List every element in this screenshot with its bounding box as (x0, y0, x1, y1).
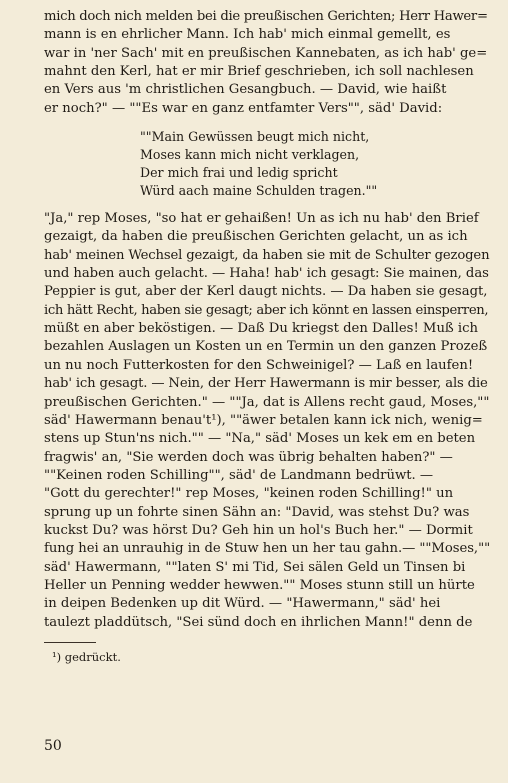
text-line: säd' Hawermann, ""laten S' mi Tid, Sei sälen Geld un Tinsen bi (44, 559, 466, 575)
text-line: kuckst Du? was hörst Du? Geh hin un hol's Buch her." — Dormit (44, 522, 473, 538)
text-line: en Vers aus 'm christlichen Gesangbuch. — David, wie haißt (44, 82, 447, 98)
footnote: ¹) gedrückt. (52, 649, 121, 664)
text-line: mahnt den Kerl, hat er mir Brief geschrieben, ich soll nachlesen (44, 64, 474, 80)
text-line: mich doch nich melden bei die preußischen Gerichten; Herr Hawer= (44, 9, 488, 24)
verse-line: Würd aach maine Schulden tragen."" (140, 183, 378, 199)
text-line: taulezt pladdütsch, "Sei sünd doch en ihrlichen Mann!" denn de (44, 614, 473, 630)
text-line: stens up Stun'ns nich."" — "Na," säd' Moses un kek em en beten (44, 431, 476, 447)
text-line: gezaigt, da haben die preußischen Gerichten gelacht, un as ich (44, 229, 468, 245)
verse-line: Der mich frai und ledig spricht (140, 165, 338, 181)
text-line: hab' meinen Wechsel gezaigt, da haben sie mit de Schulter gezogen (44, 247, 490, 263)
verse-line: ""Main Gewüssen beugt mich nicht, (140, 129, 370, 145)
text-line: "Ja," rep Moses, "so hat er gehaißen! Un as ich nu hab' den Brief (44, 211, 479, 227)
text-line: bezahlen Auslagen un Kosten un en Termin un den ganzen Prozeß (44, 339, 488, 355)
text-line: un nu noch Futterkosten for den Schweinigel? — Laß en laufen! (44, 357, 474, 373)
text-line: preußischen Gerichten." — ""Ja, dat is Allens recht gaud, Moses,"" (44, 394, 490, 410)
paragraph-1 (44, 8, 490, 118)
text-line: fragwis' an, "Sie werden doch was übrig behalten haben?" — (44, 449, 453, 465)
text-line: Heller un Penning wedder hewwen."" Moses stunn still un hürte (44, 577, 475, 593)
text-line: säd' Hawermann benau't¹), ""äwer betalen kann ick nich, wenig= (44, 412, 483, 428)
text-line: fung hei an unrauhig in de Stuw hen un her tau gahn.— ""Moses,"" (44, 541, 490, 557)
footnote-divider (44, 642, 96, 643)
text-line: er noch?" — ""Es war en ganz entfamter Vers"", säd' David: (44, 100, 443, 116)
verse-quote (140, 128, 490, 200)
text-line: mann is en ehrlicher Mann. Ich hab' mich einmal gemellt, es (44, 27, 451, 43)
text-line: ich hätt Recht, haben sie gesagt; aber ich könnt en lassen einsperren, (44, 302, 489, 318)
text-line: war in 'ner Sach' mit en preußischen Kannebaten, as ich hab' ge= (44, 45, 488, 61)
text-line: in deipen Bedenken up dit Würd. — "Hawermann," säd' hei (44, 596, 441, 612)
text-line: müßt en aber beköstigen. — Daß Du kriegst den Dalles! Muß ich (44, 321, 479, 337)
text-line: und haben auch gelacht. — Haha! hab' ich gesagt: Sie mainen, das (44, 266, 489, 282)
text-line: Peppier is gut, aber der Kerl daugt nichts. — Da haben sie gesagt, (44, 284, 488, 300)
paragraph-2 (44, 210, 490, 632)
text-line: ""Keinen roden Schilling"", säd' de Landmann bedrüwt. — (44, 467, 434, 483)
page-number: 50 (44, 738, 62, 754)
verse-line: Moses kann mich nicht verklagen, (140, 147, 360, 163)
text-line: sprung up un fohrte sinen Sähn an: "David, was stehst Du? was (44, 504, 470, 520)
text-line: hab' ich gesagt. — Nein, der Herr Hawermann is mir besser, als die (44, 376, 488, 392)
text-line: "Gott du gerechter!" rep Moses, "keinen roden Schilling!" un (44, 486, 454, 502)
